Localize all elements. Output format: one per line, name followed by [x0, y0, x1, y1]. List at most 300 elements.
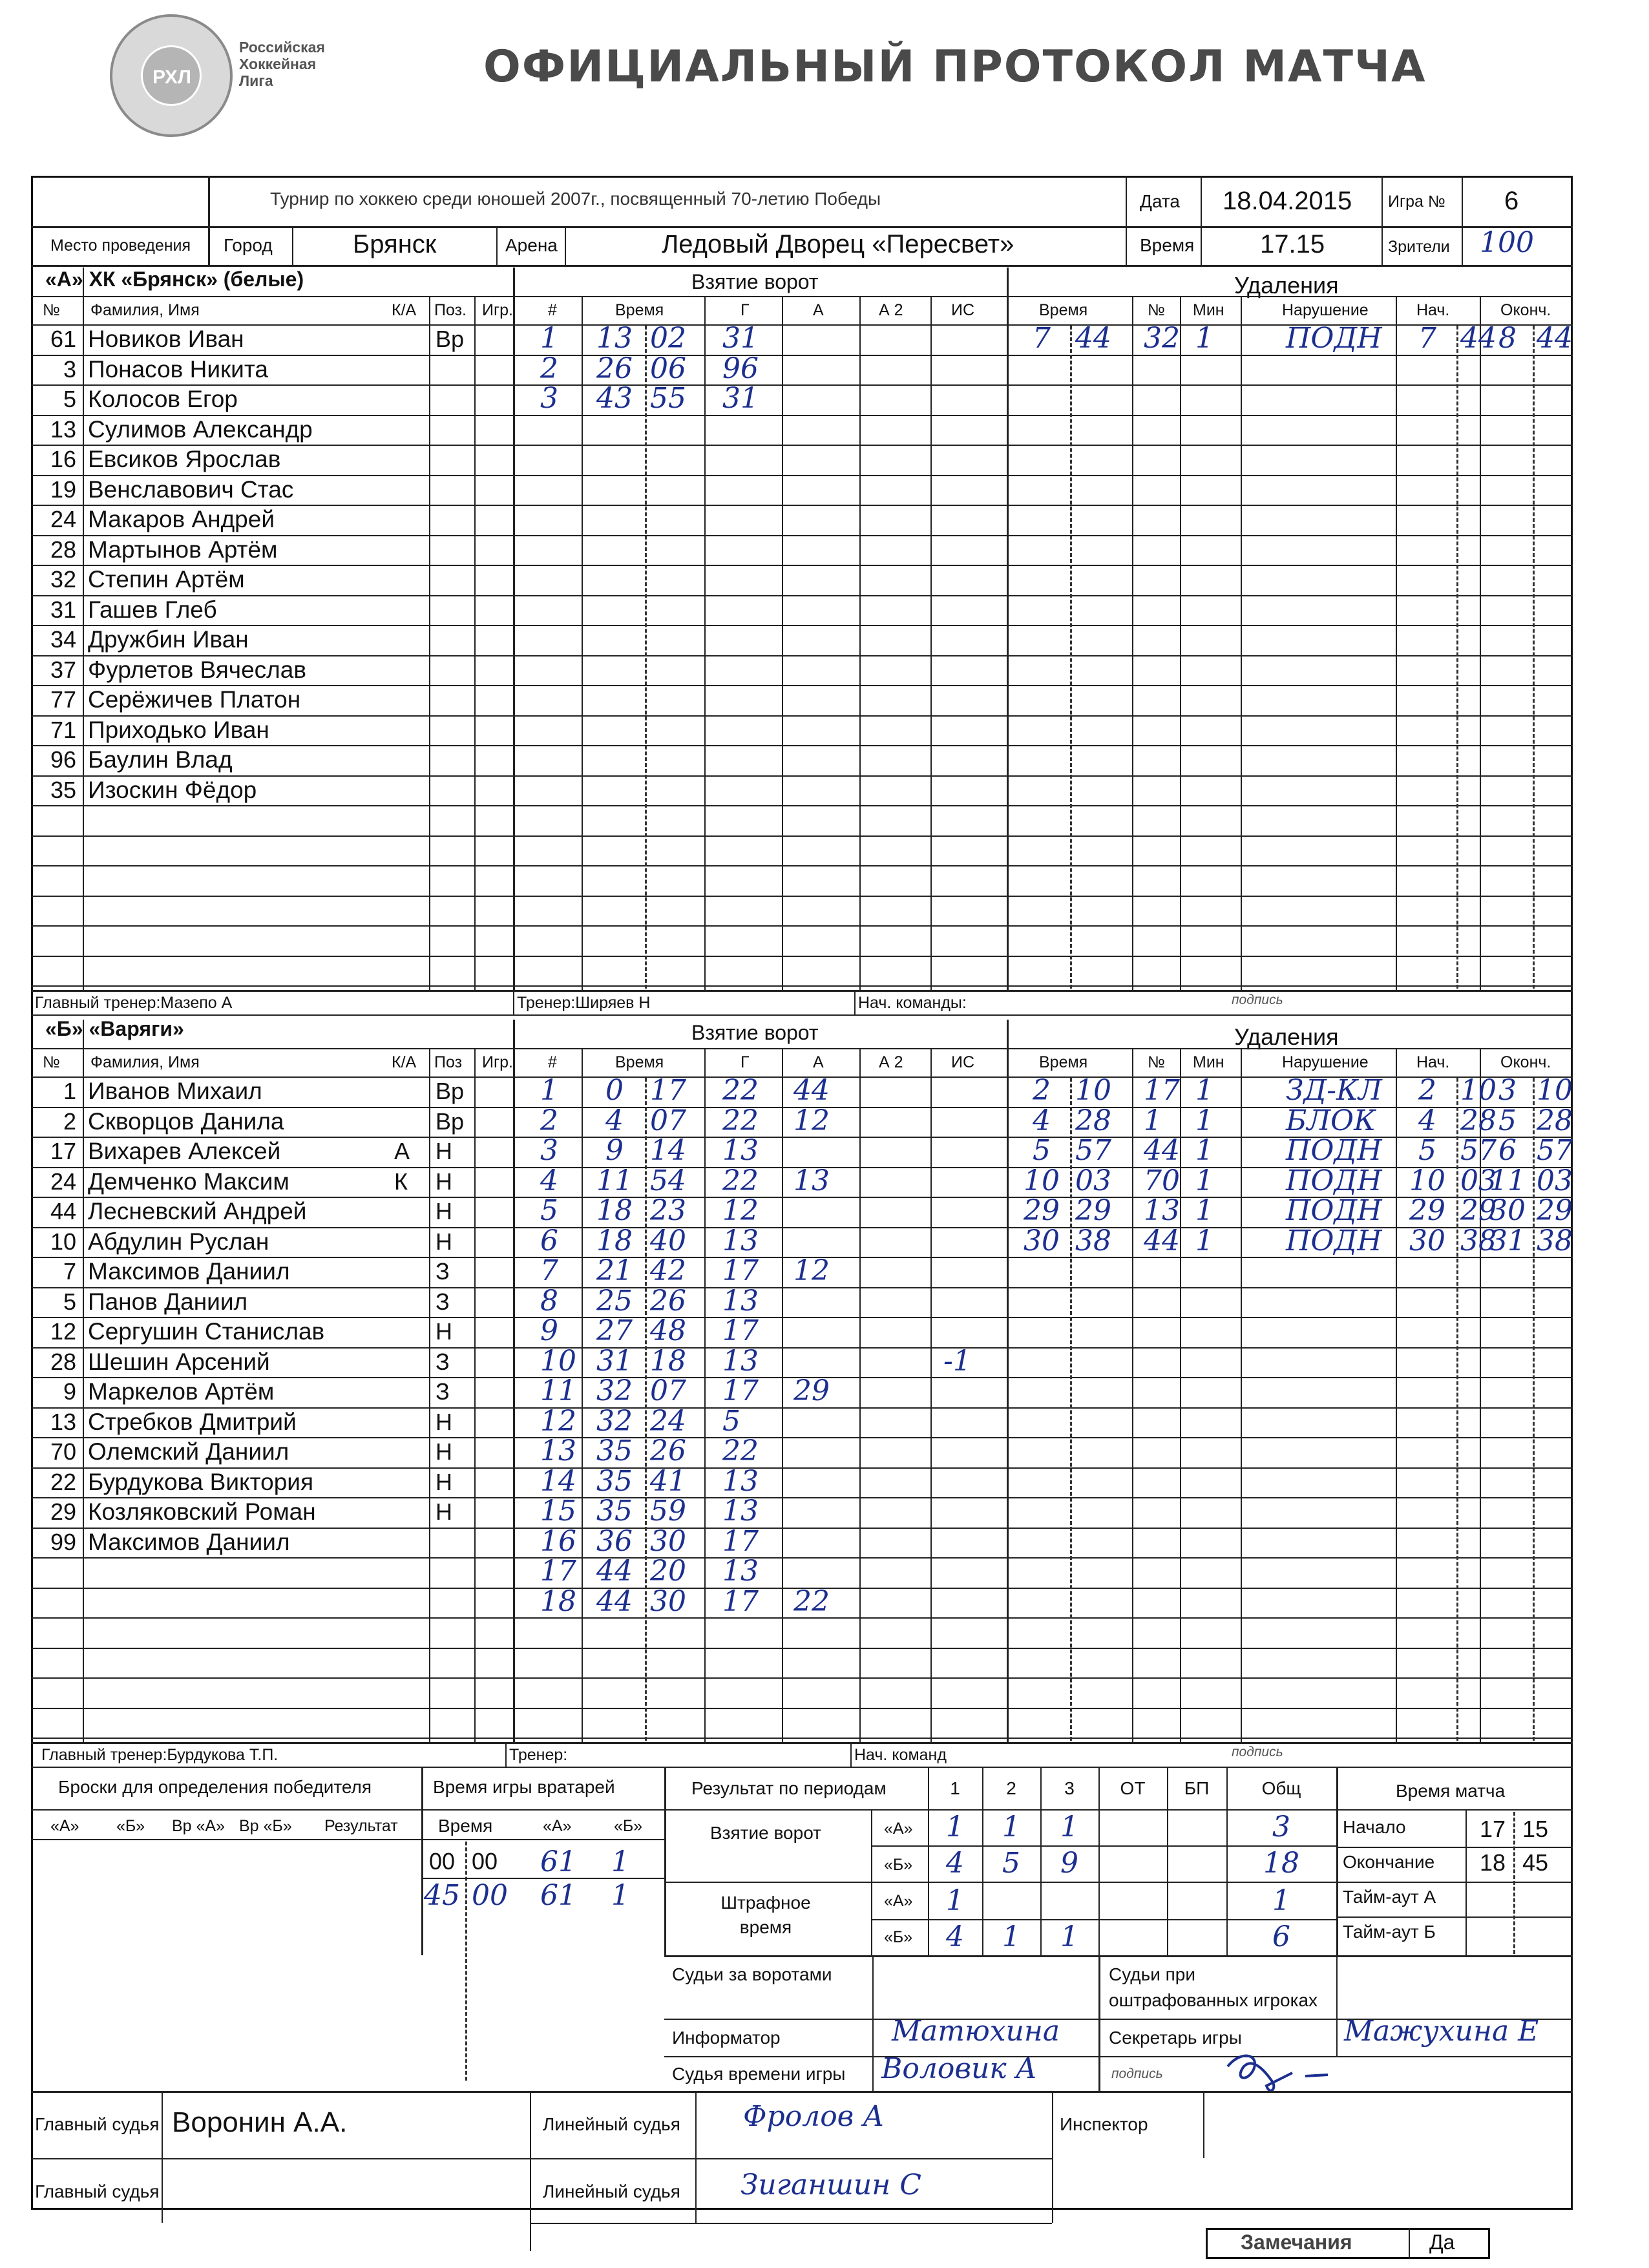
goal-scorer: 22 — [722, 1164, 759, 1197]
divider — [695, 2091, 697, 2223]
player-position: Н — [436, 1228, 452, 1255]
period-value: 1 — [1002, 1920, 1020, 1953]
player-name: Козляковский Роман — [88, 1498, 316, 1525]
penalty-start-sec: 44 — [1460, 322, 1497, 355]
row-line — [31, 985, 1573, 987]
player-number: 19 — [50, 476, 76, 503]
team-b-coach: Главный тренер:Бурдукова Т.П. — [41, 1746, 278, 1764]
player-number: 70 — [50, 1438, 76, 1465]
col-is: ИС — [951, 301, 975, 319]
goal-assist: 13 — [793, 1164, 830, 1197]
column-line — [859, 1048, 861, 1742]
divider — [31, 1742, 1573, 1744]
player-name: Иванов Михаил — [88, 1078, 262, 1104]
penalty-minute: 30 — [1024, 1224, 1060, 1257]
goal-minute: 18 — [596, 1194, 633, 1227]
row-line — [31, 384, 1573, 386]
period-value: 1 — [1002, 1811, 1020, 1843]
goal-scorer: 17 — [722, 1254, 759, 1287]
penalty-start-sec: 10 — [1460, 1074, 1497, 1107]
inspector-label: Инспектор — [1060, 2114, 1148, 2134]
penalty-start-min: 29 — [1409, 1194, 1445, 1227]
player-position: З — [436, 1378, 450, 1405]
goal-assist: 12 — [793, 1254, 830, 1287]
column-line — [513, 1020, 515, 1742]
goalie-a-number: 61 — [540, 1845, 576, 1878]
divider — [1465, 1809, 1467, 1955]
column-line — [429, 296, 430, 990]
goal-minute: 31 — [596, 1344, 633, 1378]
goal-number: 4 — [540, 1164, 558, 1197]
divider — [31, 1809, 1573, 1811]
row-line — [31, 925, 1573, 927]
player-name: Колосов Егор — [88, 386, 238, 412]
goal-number: 1 — [540, 322, 558, 355]
player-position: З — [436, 1258, 450, 1285]
goal-scorer: 17 — [722, 1374, 759, 1407]
player-number: 96 — [50, 746, 76, 773]
column-line — [513, 268, 515, 990]
player-name: Новиков Иван — [88, 326, 244, 352]
player-number: 32 — [50, 566, 76, 593]
player-number: 24 — [50, 1168, 76, 1195]
divider — [1098, 1955, 1100, 2091]
column-line — [859, 296, 861, 990]
venue-label: Место проведения — [50, 236, 191, 255]
league-line-2: Хоккейная — [239, 56, 317, 72]
player-number: 28 — [50, 1348, 76, 1375]
penalty-start-sec: 29 — [1460, 1194, 1497, 1227]
penalty-start-min: 10 — [1409, 1164, 1445, 1197]
player-name: Приходько Иван — [88, 716, 269, 743]
goalie-time-sec: 00 — [472, 1848, 498, 1874]
col-goal-scorer: Г — [740, 301, 750, 319]
arena-label: Арена — [505, 235, 558, 255]
period-value: 1 — [946, 1811, 964, 1843]
divider — [1052, 2091, 1053, 2223]
goal-number: 17 — [540, 1555, 576, 1588]
period-value: 4 — [946, 1920, 964, 1953]
penalty-start-min: 2 — [1418, 1074, 1436, 1107]
goalie-col-time: Время — [438, 1816, 493, 1836]
col-goal-time: Время — [615, 1053, 664, 1071]
logo-text: РХЛ — [152, 67, 191, 88]
row-line — [31, 1677, 1573, 1679]
period-value: 3 — [1272, 1811, 1290, 1843]
player-number: 16 — [50, 446, 76, 472]
penalty-violation: ЗД-КЛ — [1286, 1074, 1382, 1107]
column-line — [1241, 296, 1242, 990]
penalty-start-min: 30 — [1409, 1224, 1445, 1257]
col-goal-time: Время — [615, 301, 664, 319]
divider — [1336, 1767, 1338, 1955]
period-col-БП: БП — [1184, 1778, 1210, 1798]
col-games: Игр. — [482, 1053, 513, 1071]
divider — [1126, 176, 1127, 265]
column-line — [582, 296, 583, 990]
player-position: З — [436, 1288, 450, 1315]
column-line — [704, 296, 706, 990]
player-number: 24 — [50, 506, 76, 532]
penalty-player: 13 — [1144, 1194, 1180, 1227]
column-line — [1396, 1048, 1397, 1742]
goal-number: 15 — [540, 1495, 576, 1528]
penalty-end-min: 30 — [1489, 1194, 1526, 1227]
row-line — [31, 625, 1573, 626]
row-line — [31, 835, 1573, 837]
col-ka: К/А — [392, 301, 417, 319]
shootout-col-a: «А» — [50, 1817, 79, 1835]
player-name: Вихарев Алексей — [88, 1138, 281, 1164]
player-role: К — [394, 1168, 408, 1195]
goal-minute: 4 — [605, 1104, 624, 1137]
column-line — [782, 296, 783, 990]
penalty-judges-label: Судьи при оштрафованных игроках — [1109, 1964, 1318, 2010]
goal-second: 40 — [650, 1224, 686, 1257]
team-b-penalties-title: Удаления — [1234, 1024, 1339, 1050]
divider — [31, 1839, 421, 1840]
column-line — [582, 1048, 583, 1742]
goal-number: 2 — [540, 352, 558, 385]
goal-second: 17 — [650, 1074, 686, 1107]
player-position: Н — [436, 1318, 452, 1345]
period-col-3: 3 — [1064, 1778, 1075, 1798]
row-line — [31, 1738, 1573, 1739]
goalie-time-title: Время игры вратарей — [433, 1777, 615, 1797]
player-number: 17 — [50, 1138, 76, 1164]
period-col-2: 2 — [1006, 1778, 1016, 1798]
divider — [208, 176, 210, 265]
penalty-end-sec: 38 — [1537, 1224, 1573, 1257]
col-pen-time: Время — [1039, 1053, 1088, 1071]
penalty-player: 70 — [1144, 1164, 1180, 1197]
periods-pim-label: Штрафное время — [720, 1893, 811, 1937]
col-pen-no: № — [1148, 301, 1165, 319]
timekeeper-sign-label: подпись — [1111, 2066, 1163, 2081]
column-line — [429, 1048, 430, 1742]
goal-second: 24 — [650, 1404, 686, 1438]
shootout-col-result: Результат — [324, 1817, 398, 1835]
informer-label: Информатор — [672, 2028, 781, 2048]
divider — [31, 2091, 1573, 2093]
team-a-sign: подпись — [1232, 992, 1283, 1007]
tournament-name: Турнир по хоккею среди юношей 2007г., посвященный 70-летию Победы — [270, 189, 881, 209]
penalty-second: 44 — [1075, 322, 1111, 355]
player-name: Олемский Даниил — [88, 1438, 289, 1465]
goal-number: 1 — [540, 1074, 558, 1107]
player-name: Маркелов Артём — [88, 1378, 275, 1405]
divider — [31, 1048, 1573, 1049]
penalty-minute: 5 — [1033, 1134, 1051, 1167]
league-name — [239, 39, 325, 89]
goal-minute: 0 — [605, 1074, 624, 1107]
penalty-player: 1 — [1144, 1104, 1162, 1137]
spectators: 100 — [1480, 226, 1534, 259]
divider — [421, 1767, 423, 1955]
match-date: 18.04.2015 — [1223, 187, 1352, 215]
goal-second: 07 — [650, 1374, 686, 1407]
penalty-second: 10 — [1075, 1074, 1111, 1107]
match-start-hour: 17 — [1480, 1816, 1506, 1842]
goalie-b-number: 1 — [611, 1879, 629, 1912]
player-number: 37 — [50, 656, 76, 683]
team-a-trainer: Тренер:Ширяев Н — [517, 994, 651, 1012]
goal-minute: 35 — [596, 1495, 633, 1528]
col-assist: А — [813, 1053, 824, 1071]
col-goal-no: # — [548, 1053, 557, 1071]
player-number: 77 — [50, 686, 76, 713]
match-time-title: Время матча — [1396, 1781, 1506, 1801]
informer-name: Матюхина — [892, 2015, 1060, 2048]
divider — [31, 2158, 1052, 2159]
periods-goals-a-label: «А» — [884, 1820, 913, 1838]
penalty-minutes: 1 — [1195, 1224, 1213, 1257]
goal-scorer: 13 — [722, 1284, 759, 1318]
player-position: Вр — [436, 1078, 465, 1104]
col-pos: Поз. — [434, 301, 467, 319]
goal-number: 5 — [540, 1194, 558, 1227]
divider — [31, 1767, 1573, 1768]
divider — [664, 1767, 666, 1955]
linesman-2-name: Зиганшин С — [740, 2168, 921, 2201]
team-b-goals-title: Взятие ворот — [691, 1021, 819, 1044]
column-line — [83, 268, 84, 990]
col-name: Фамилия, Имя — [90, 1053, 200, 1071]
goal-number: 8 — [540, 1284, 558, 1318]
logo-emblem — [141, 45, 202, 106]
goalie-b-number: 1 — [611, 1845, 629, 1878]
divider — [664, 1955, 1573, 1957]
shootout-title: Броски для определения победителя — [58, 1777, 372, 1797]
game-number-label: Игра № — [1388, 193, 1445, 211]
player-name: Понасов Никита — [88, 355, 268, 383]
penalty-player: 44 — [1144, 1134, 1180, 1167]
penalty-second: 29 — [1075, 1194, 1111, 1227]
col-assist: А — [813, 301, 824, 319]
team-a-goals-title: Взятие ворот — [691, 270, 819, 293]
goal-scorer: 22 — [722, 1434, 759, 1467]
player-name: Сулимов Александр — [88, 415, 313, 443]
col-name: Фамилия, Имя — [90, 301, 200, 319]
team-a-penalties-title: Удаления — [1234, 272, 1339, 299]
row-line — [31, 775, 1573, 777]
divider — [292, 226, 293, 265]
goal-second: 30 — [650, 1584, 686, 1618]
column-line — [1180, 296, 1181, 990]
goal-second: 20 — [650, 1555, 686, 1588]
shootout-col-b: «Б» — [116, 1817, 145, 1835]
spectators-label: Зрители — [1388, 238, 1450, 256]
player-name: Макаров Андрей — [88, 506, 275, 532]
match-start-label: Начало — [1343, 1817, 1406, 1837]
penalty-minute: 4 — [1033, 1104, 1051, 1137]
goal-scorer: 13 — [722, 1344, 759, 1378]
divider — [664, 2056, 1573, 2057]
player-number: 10 — [50, 1228, 76, 1255]
goalie-time-min: 45 — [424, 1879, 460, 1912]
penalty-start-min: 7 — [1418, 322, 1436, 355]
linesman-1-name: Фролов А — [743, 2100, 885, 2133]
goal-minute: 35 — [596, 1434, 633, 1467]
player-name: Бурдукова Виктория — [88, 1468, 313, 1495]
divider — [1409, 2228, 1410, 2259]
player-number: 31 — [50, 596, 76, 623]
penalty-violation: ПОДН — [1286, 1164, 1382, 1197]
period-value: 4 — [946, 1847, 964, 1880]
player-number: 1 — [63, 1078, 76, 1104]
goal-number: 14 — [540, 1464, 576, 1498]
page-title: ОФИЦИАЛЬНЫЙ ПРОТОКОЛ МАТЧА — [483, 41, 1427, 92]
divider — [31, 226, 1573, 228]
goalie-time-sec: 00 — [472, 1879, 508, 1912]
penalty-end-sec: 28 — [1537, 1104, 1573, 1137]
timeout-a-label: Тайм-аут А — [1343, 1887, 1436, 1907]
penalty-minute: 29 — [1024, 1194, 1060, 1227]
goal-scorer: 22 — [722, 1104, 759, 1137]
goal-scorer: 17 — [722, 1314, 759, 1347]
match-end-min: 45 — [1522, 1849, 1549, 1876]
team-b-chief: Нач. команд — [854, 1746, 947, 1764]
player-name: Сергушин Станислав — [88, 1318, 325, 1345]
player-position: Вр — [436, 1108, 465, 1135]
goal-number: 10 — [540, 1344, 576, 1378]
match-start-min: 15 — [1522, 1816, 1549, 1842]
column-line — [1132, 296, 1133, 990]
goal-number: 13 — [540, 1434, 576, 1467]
goal-minute: 35 — [596, 1464, 633, 1498]
goal-second: 48 — [650, 1314, 686, 1347]
chief-referee-name: Воронин А.А. — [172, 2106, 348, 2138]
league-logo — [110, 14, 233, 137]
goal-assist: 29 — [793, 1374, 830, 1407]
player-name: Венславович Стас — [88, 476, 294, 503]
goal-minute: 36 — [596, 1524, 633, 1558]
divider — [31, 265, 1573, 267]
period-col-ОТ: ОТ — [1120, 1778, 1146, 1798]
player-number: 2 — [63, 1108, 76, 1135]
player-name: Фурлетов Вячеслав — [88, 656, 306, 683]
player-name: Абдулин Руслан — [88, 1228, 269, 1255]
divider — [1336, 1882, 1573, 1883]
arena: Ледовый Дворец «Пересвет» — [662, 230, 1014, 258]
col-pen-start: Нач. — [1416, 301, 1450, 319]
goal-minute: 44 — [596, 1584, 633, 1618]
row-line — [31, 745, 1573, 746]
goal-number: 16 — [540, 1524, 576, 1558]
period-value: 1 — [1060, 1920, 1078, 1953]
penalty-end-min: 6 — [1498, 1134, 1517, 1167]
player-name: Максимов Даниил — [88, 1258, 290, 1285]
goal-second: 18 — [650, 1344, 686, 1378]
penalty-violation: ПОДН — [1286, 1194, 1382, 1227]
goal-second: 54 — [650, 1164, 686, 1197]
player-name: Панов Даниил — [88, 1288, 248, 1315]
goal-minute: 13 — [596, 322, 633, 355]
remarks-label: Замечания — [1241, 2231, 1352, 2254]
penalty-second: 57 — [1075, 1134, 1111, 1167]
penalty-start-sec: 38 — [1460, 1224, 1497, 1257]
row-line — [31, 805, 1573, 806]
time-separator — [1456, 326, 1458, 989]
goal-scorer: 96 — [722, 352, 759, 385]
col-pen-start: Нач. — [1416, 1053, 1450, 1071]
penalty-end-sec: 10 — [1537, 1074, 1573, 1107]
goal-number: 3 — [540, 1134, 558, 1167]
goal-assist: 22 — [793, 1584, 830, 1618]
goal-minute: 44 — [596, 1555, 633, 1588]
row-line — [31, 865, 1573, 866]
goal-number: 9 — [540, 1314, 558, 1347]
periods-pim-b-label: «Б» — [884, 1928, 913, 1946]
period-value: 9 — [1060, 1847, 1078, 1880]
col-assist2: А 2 — [879, 1053, 903, 1071]
period-value: 1 — [1272, 1884, 1290, 1917]
row-line — [31, 595, 1573, 596]
col-pen-no: № — [1148, 1053, 1165, 1071]
player-name: Шешин Арсений — [88, 1348, 270, 1375]
player-position: Н — [436, 1138, 452, 1164]
city-label: Город — [224, 235, 273, 255]
goal-minute: 43 — [596, 382, 633, 415]
goal-minute: 11 — [596, 1164, 633, 1197]
league-line-1: Российская — [239, 39, 325, 56]
penalty-end-min: 8 — [1498, 322, 1517, 355]
periods-pim-a-label: «А» — [884, 1892, 913, 1910]
player-name: Степин Артём — [88, 566, 245, 593]
divider — [530, 2223, 1052, 2224]
row-line — [31, 1557, 1573, 1559]
col-num: № — [43, 1053, 60, 1071]
team-b-sign: подпись — [1232, 1745, 1283, 1759]
period-col-Общ: Общ — [1261, 1778, 1301, 1798]
player-name: Баулин Влад — [88, 746, 233, 773]
penalty-second: 03 — [1075, 1164, 1111, 1197]
goal-scorer: 31 — [722, 382, 759, 415]
column-line — [782, 1048, 783, 1742]
goal-scorer: 13 — [722, 1495, 759, 1528]
penalty-minutes: 1 — [1195, 1164, 1213, 1197]
goal-minute: 18 — [596, 1224, 633, 1257]
goal-minute: 25 — [596, 1284, 633, 1318]
date-label: Дата — [1140, 191, 1181, 211]
city: Брянск — [353, 230, 437, 258]
time-separator — [645, 1078, 647, 1741]
league-line-3: Лига — [239, 72, 273, 89]
goal-scorer: 5 — [722, 1404, 740, 1438]
period-value: 1 — [1060, 1811, 1078, 1843]
penalty-minute: 2 — [1033, 1074, 1051, 1107]
player-role: А — [394, 1138, 410, 1164]
penalty-minutes: 1 — [1195, 1134, 1213, 1167]
goal-assist: 12 — [793, 1104, 830, 1137]
col-assist2: А 2 — [879, 301, 903, 319]
goal-assist: 44 — [793, 1074, 830, 1107]
goal-second: 42 — [650, 1254, 686, 1287]
player-position: Вр — [436, 326, 465, 352]
goal-second: 07 — [650, 1104, 686, 1137]
goalie-a-number: 61 — [540, 1879, 576, 1912]
goal-minute: 26 — [596, 352, 633, 385]
player-number: 35 — [50, 776, 76, 803]
player-name: Евсиков Ярослав — [88, 446, 281, 472]
col-games: Игр. — [482, 301, 513, 319]
player-number: 13 — [50, 1408, 76, 1435]
goal-scorer: 13 — [722, 1555, 759, 1588]
goal-minute: 32 — [596, 1404, 633, 1438]
col-violation: Нарушение — [1282, 301, 1369, 319]
divider — [421, 1878, 664, 1879]
col-ka: К/А — [392, 1053, 417, 1071]
